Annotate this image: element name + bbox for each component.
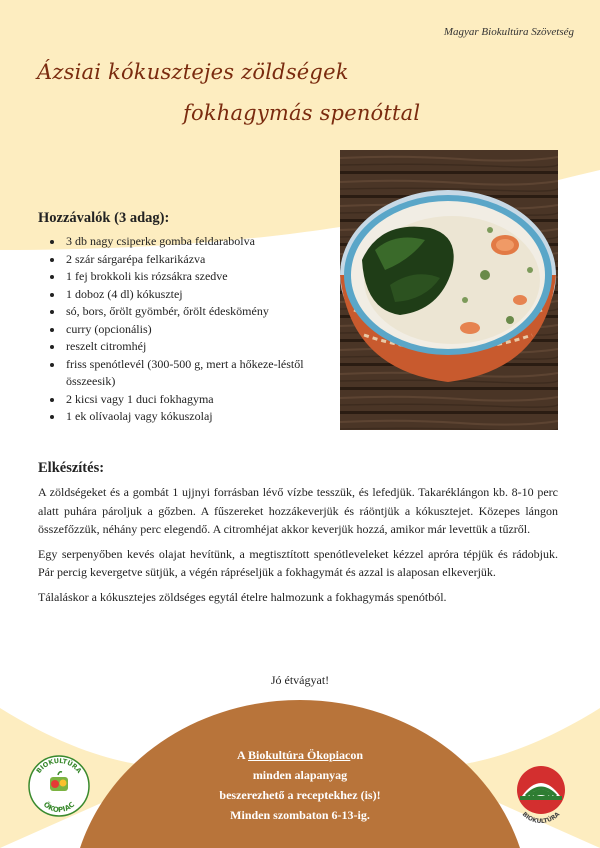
list-item: • friss spenótlevél (300-500 g, mert a hőkeze-léstől összeesik) <box>64 356 328 391</box>
dish-photo <box>340 150 558 430</box>
ingredients-heading: Hozzávalók (3 adag): <box>38 210 170 226</box>
list-item: • 2 szár sárgarépa felkarikázva <box>64 251 328 269</box>
promo-text <box>175 745 425 825</box>
promo-suffix: on <box>350 748 364 762</box>
promo-line3: beszerezhető a receptekhez (is)! <box>219 788 381 802</box>
biokultura-logo-icon <box>508 760 574 830</box>
method-paragraph: Egy serpenyőben kevés olajat hevítünk, a megtisztított spenótleveleket kézzel apróra tépjük és rádobjuk. Pár percig kevergetve sütjük, a végén rápréseljük a fokhagymát és azzal is alaposan elkeverjük. <box>38 546 558 579</box>
list-item: • 2 kicsi vagy 1 duci fokhagyma <box>64 391 328 409</box>
list-item: • só, bors, őrölt gyömbér, őrölt édeskömény <box>64 303 328 321</box>
method-paragraph: A zöldségeket és a gombát 1 ujjnyi forrásban lévő vízbe tesszük, és lefedjük. Takaréklángon kb. 8-10 perc alatt puhára pároljuk a gőzben. A fűszereket hozzákeverjük és ráöntjük a kókusztejet. Közepes lángon összefőzzük, néhány perc elegendő. A citromhéjat akkor keverjük hozzá, amikor már levettük a tűzről. <box>38 485 558 536</box>
okopiac-logo-bottom-text: ÖKOPIAC <box>41 800 77 815</box>
method-heading: Elkészítés: <box>38 460 105 476</box>
recipe-title-line1: Ázsiai kókusztejes zöldségek <box>37 60 349 84</box>
organization-name: Magyar Biokultúra Szövetség <box>443 26 574 38</box>
promo-line4: Minden szombaton 6-13-ig. <box>230 808 370 822</box>
okopiac-link[interactable]: Biokultúra Ökopiac <box>247 748 351 762</box>
promo-prefix: A <box>236 748 248 762</box>
list-item: • curry (opcionális) <box>64 321 328 339</box>
promo-line1 <box>175 745 425 765</box>
list-item: • reszelt citromhéj <box>64 338 328 356</box>
closing-text: Jó étvágyat! <box>270 673 330 687</box>
list-item: • 3 db nagy csiperke gomba feldarabolva <box>64 233 328 251</box>
okopiac-logo-top-text: BIOKULTÚRA <box>34 756 84 775</box>
recipe-title-line2: fokhagymás spenóttal <box>183 101 421 125</box>
biokultura-logo-text: BIOKULTÚRA <box>520 810 562 826</box>
ingredients-section <box>38 210 328 426</box>
okopiac-logo-icon <box>28 755 90 817</box>
method-section <box>38 460 558 612</box>
list-item: • 1 fej brokkoli kis rózsákra szedve <box>64 268 328 286</box>
promo-line2: minden alapanyag <box>252 768 348 782</box>
ingredients-list <box>38 233 328 426</box>
method-paragraph: Tálaláskor a kókusztejes zöldséges egytál ételre halmozunk a fokhagymás spenótból. <box>38 589 447 604</box>
list-item: • 1 ek olívaolaj vagy kókuszolaj <box>64 408 328 426</box>
list-item: • 1 doboz (4 dl) kókusztej <box>64 286 328 304</box>
